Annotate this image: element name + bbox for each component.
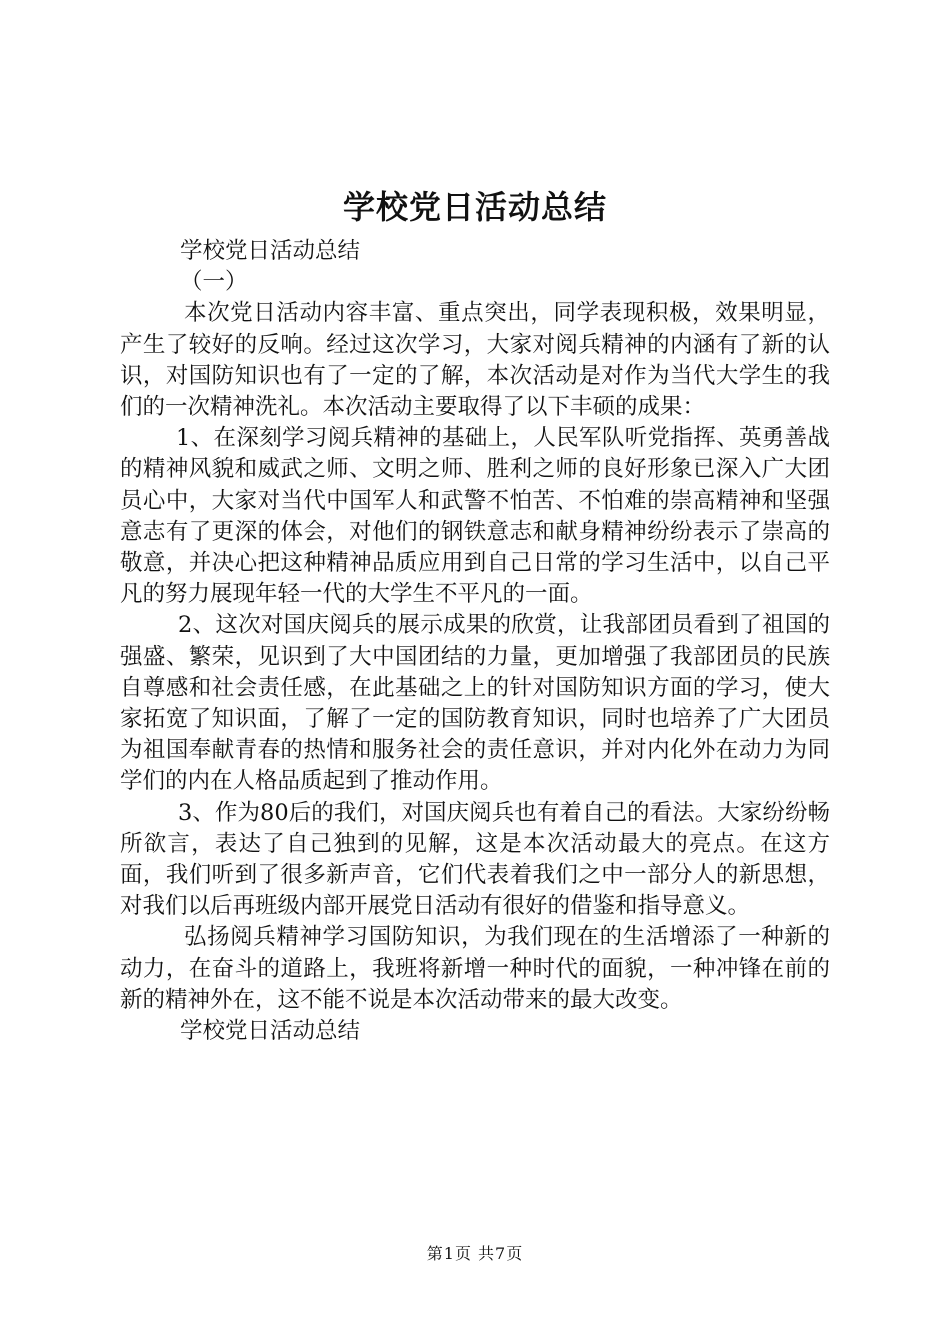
paragraph: 1、在深刻学习阅兵精神的基础上，人民军队听党指挥、英勇善战的精神风貌和威武之师、文明之师、胜利之师的良好形象已深入广大团员心中，大家对当代中国军人和武警不怕苦、不怕难的崇高精神和坚强意志有了更深的体会，对他们的钢铁意志和献身精神纷纷表示了崇高的敬意，并决心把这种精神品质应用到自己日常的学习生活中，以自己平凡的努力展现年轻一代的大学生不平凡的一面。 [120,425,830,608]
page-number-footer: 第1页 共7页 [426,1244,524,1263]
subtitle: 学校党日活动总结 [180,238,361,264]
document-title: 学校党日活动总结 [342,188,607,226]
section-marker: （一） [180,269,248,296]
paragraph: 3、作为80后的我们，对国庆阅兵也有着自己的看法。大家纷纷畅所欲言，表达了自己独到的见解，这是本次活动最大的亮点。在这方面，我们听到了很多新声音，它们代表着我们之中一部分人的新思想，对我们以后再班级内部开展党日活动有很好的借鉴和指导意义。 [120,799,830,920]
document-body [120,236,830,1047]
closing-heading: 学校党日活动总结 [180,1018,361,1045]
paragraph: 本次党日活动内容丰富、重点突出，同学表现积极，效果明显，产生了较好的反响。经过这次学习，大家对阅兵精神的内涵有了新的认识，对国防知识也有了一定的了解，本次活动是对作为当代大学生的我们的一次精神洗礼。本次活动主要取得了以下丰硕的成果： [120,300,830,421]
paragraph: 2、这次对国庆阅兵的展示成果的欣赏，让我部团员看到了祖国的强盛、繁荣，见识到了大中国团结的力量，更加增强了我部团员的民族自尊感和社会责任感，在此基础之上的针对国防知识方面的学习，使大家拓宽了知识面，了解了一定的国防教育知识，同时也培养了广大团员为祖国奉献青春的热情和服务社会的责任意识，并对内化外在动力为同学们的内在人格品质起到了推动作用。 [120,612,830,795]
paragraph: 弘扬阅兵精神学习国防知识，为我们现在的生活增添了一种新的动力，在奋斗的道路上，我班将新增一种时代的面貌，一种冲锋在前的新的精神外在，这不能不说是本次活动带来的最大改变。 [120,924,830,1013]
